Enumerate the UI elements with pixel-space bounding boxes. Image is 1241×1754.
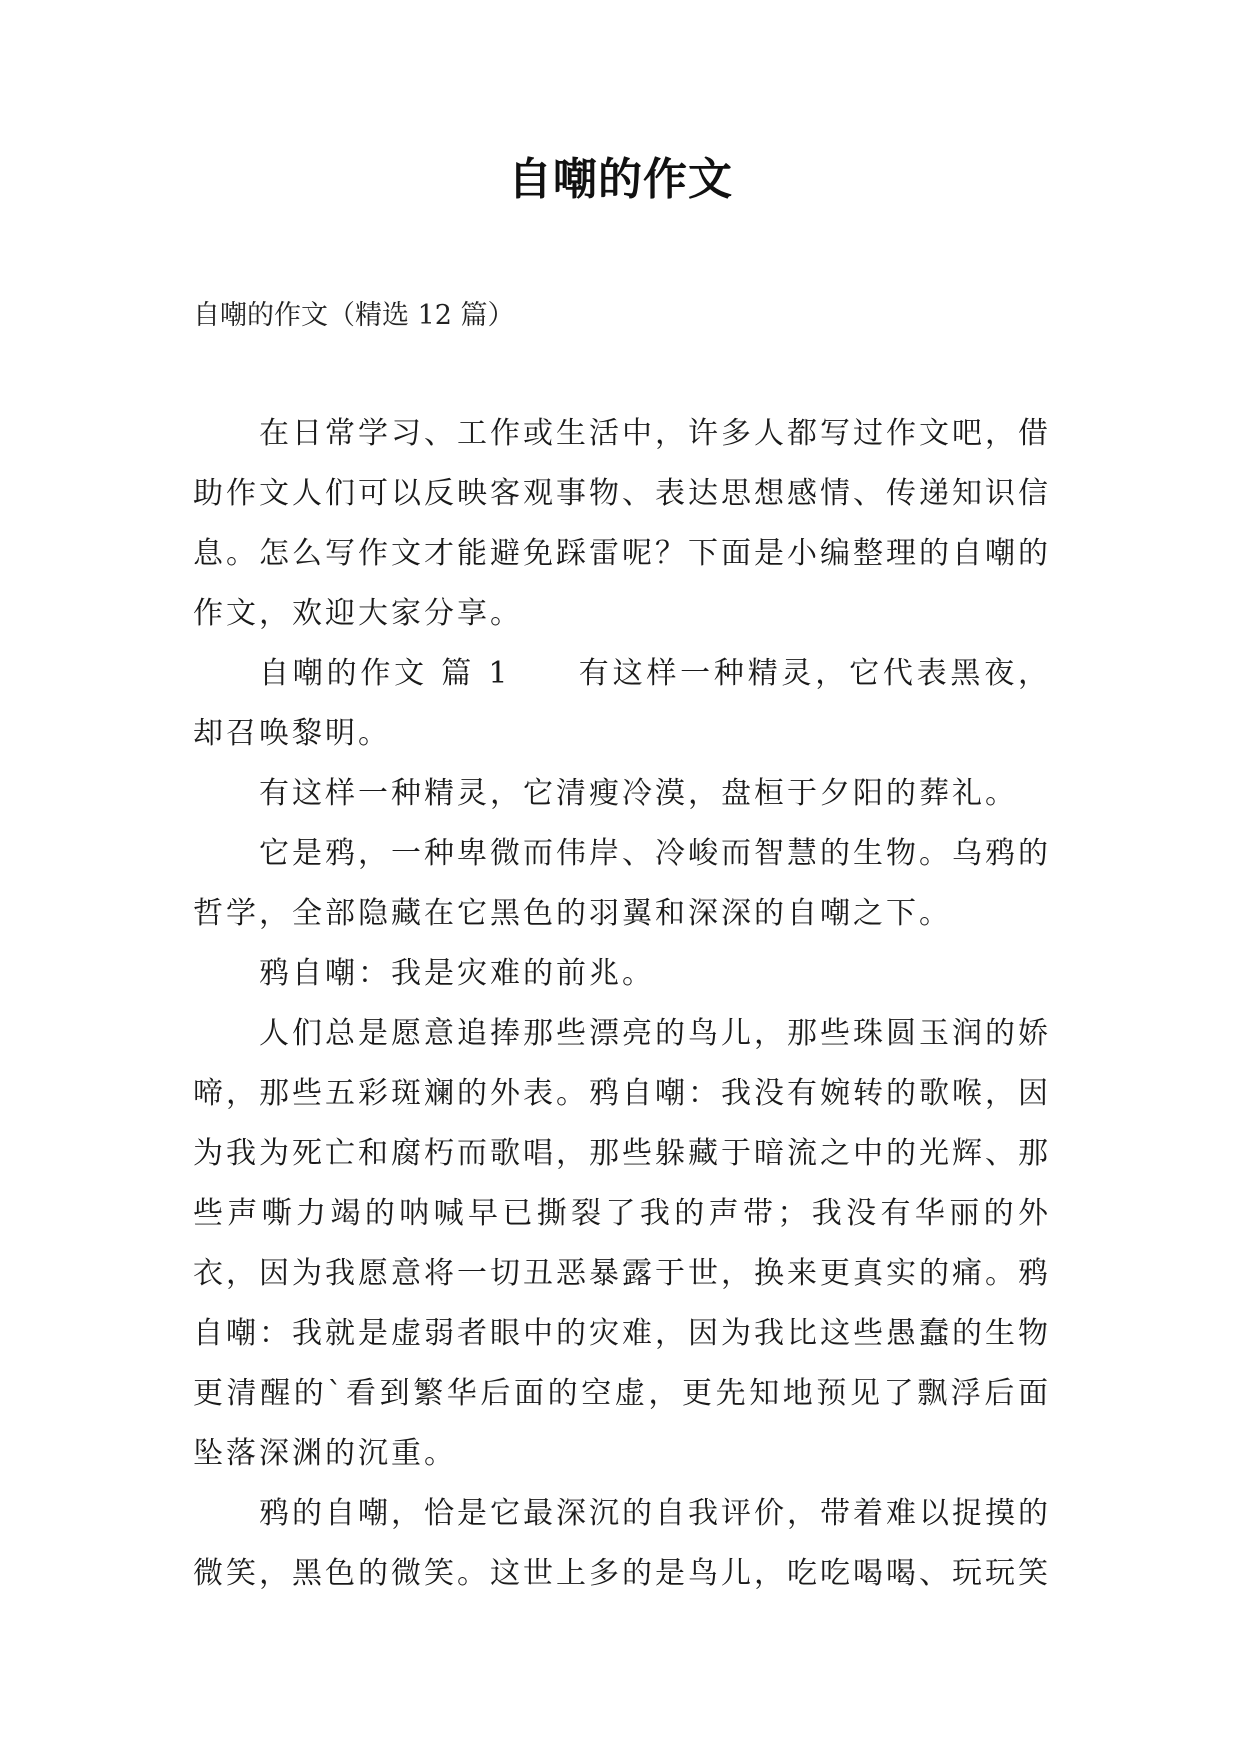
paragraph: 它是鸦，一种卑微而伟岸、冷峻而智慧的生物。乌鸦的哲学，全部隐藏在它黑色的羽翼和深深的自嘲之下。	[193, 836, 1051, 931]
paragraph: 鸦自嘲：我是灾难的前兆。	[259, 956, 655, 991]
paragraph: 在日常学习、工作或生活中，许多人都写过作文吧，借助作文人们可以反映客观事物、表达思想感情、传递知识信息。怎么写作文才能避免踩雷呢？下面是小编整理的自嘲的作文，欢迎大家分享。	[193, 416, 1051, 631]
document-body	[193, 404, 1051, 1604]
document-title: 自嘲的作文	[508, 154, 733, 205]
paragraph: 鸦的自嘲，恰是它最深沉的自我评价，带着难以捉摸的微笑，黑色的微笑。这世上多的是鸟儿，吃吃喝喝、玩玩笑	[193, 1496, 1051, 1591]
document-subtitle: 自嘲的作文（精选 12 篇）	[193, 300, 515, 331]
paragraph: 自嘲的作文 篇 1 有这样一种精灵，它代表黑夜，却召唤黎明。	[193, 656, 1051, 751]
paragraph: 人们总是愿意追捧那些漂亮的鸟儿，那些珠圆玉润的娇啼，那些五彩斑斓的外表。鸦自嘲：我没有婉转的歌喉，因为我为死亡和腐朽而歌唱，那些躲藏于暗流之中的光辉、那些声嘶力竭的呐喊早已撕裂了我的声带；我没有华丽的外衣，因为我愿意将一切丑恶暴露于世，换来更真实的痛。鸦自嘲：我就是虚弱者眼中的灾难，因为我比这些愚蠢的生物更清醒的`看到繁华后面的空虚，更先知地预见了飘浮后面坠落深渊的沉重。	[193, 1016, 1051, 1471]
paragraph: 有这样一种精灵，它清瘦冷漠，盘桓于夕阳的葬礼。	[259, 776, 1018, 811]
